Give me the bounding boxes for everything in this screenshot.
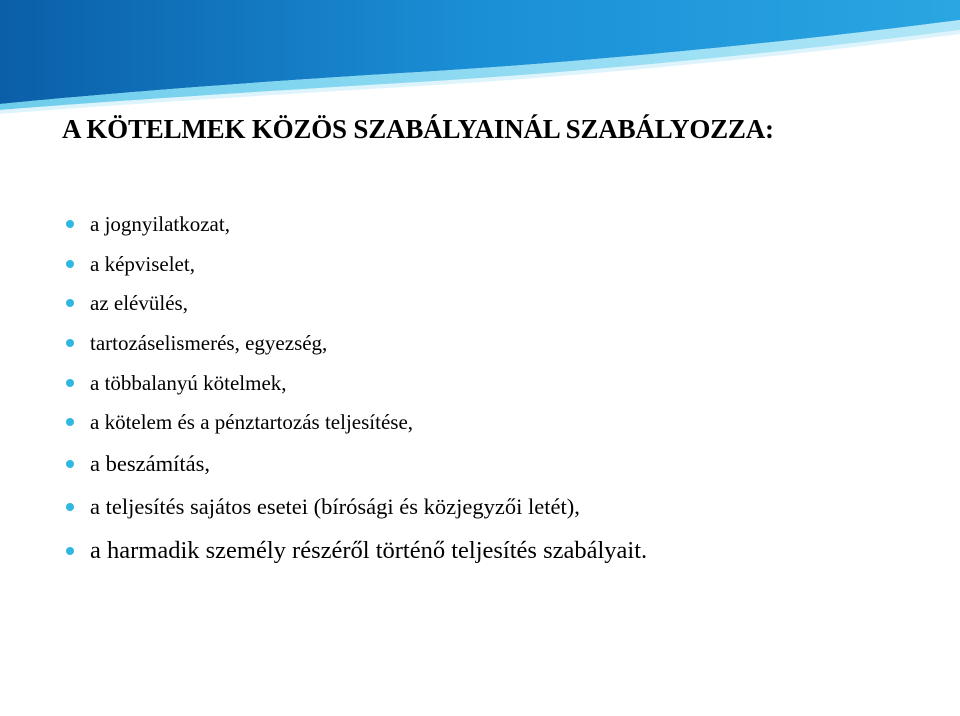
list-item xyxy=(64,365,647,405)
list-item xyxy=(64,246,647,286)
bullet-dot-icon xyxy=(66,503,74,511)
bullet-dot-icon xyxy=(66,299,74,307)
list-item xyxy=(64,444,647,487)
list-item-text: a jognyilatkozat, xyxy=(90,212,230,236)
list-item-text: tartozáselismerés, egyezség, xyxy=(90,331,328,356)
list-item xyxy=(64,530,647,576)
list-item-text: a teljesítés sajátos esetei (bírósági és közjegyzői letét), xyxy=(90,494,580,520)
list-item-text: a kötelem és a pénztartozás teljesítése, xyxy=(90,410,414,435)
list-item xyxy=(64,325,647,365)
list-item xyxy=(64,206,647,246)
list-item xyxy=(64,404,647,444)
slide-title: A KÖTELMEK KÖZÖS SZABÁLYAINÁL SZABÁLYOZZA: xyxy=(62,114,774,144)
bullet-dot-icon xyxy=(66,418,74,426)
bullet-dot-icon xyxy=(66,547,74,555)
list-item-text: a képviselet, xyxy=(90,251,195,276)
list-item-text: a többalanyú kötelmek, xyxy=(90,370,287,395)
list-item-text: az elévülés, xyxy=(90,291,188,316)
bullet-list xyxy=(64,206,647,576)
wave-banner xyxy=(0,0,960,120)
bullet-dot-icon xyxy=(66,379,74,387)
list-item xyxy=(64,285,647,325)
bullet-dot-icon xyxy=(66,460,74,468)
bullet-dot-icon xyxy=(66,260,74,268)
bullet-dot-icon xyxy=(66,339,74,347)
bullet-dot-icon xyxy=(66,220,74,228)
list-item xyxy=(64,487,647,530)
list-item-text: a harmadik személy részéről történő teljesítés szabályait. xyxy=(90,537,648,565)
list-item-text: a beszámítás, xyxy=(90,451,210,477)
